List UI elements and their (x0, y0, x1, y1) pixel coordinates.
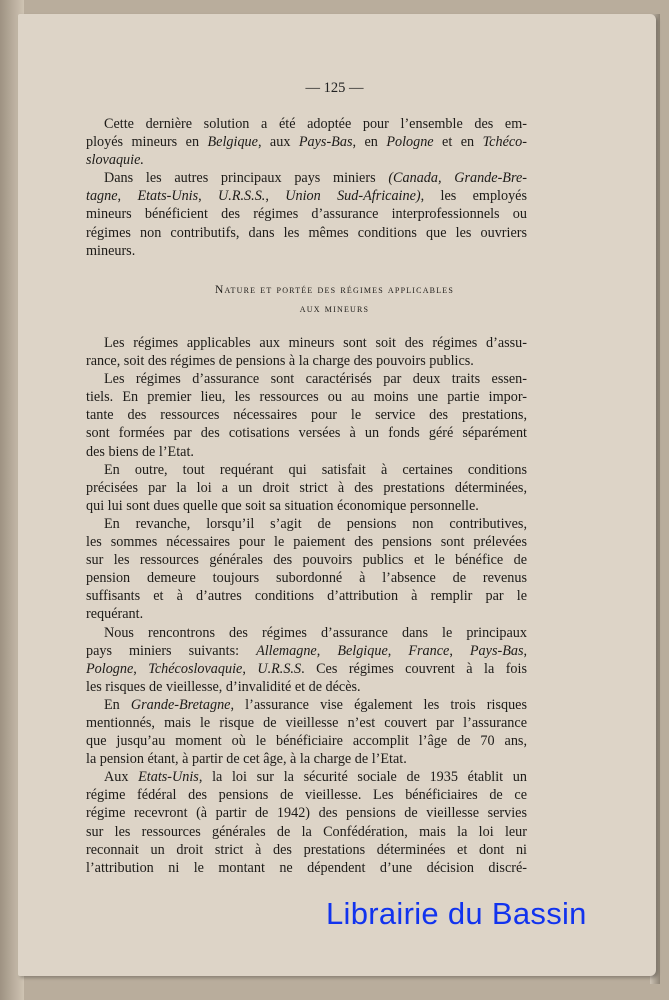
paragraph (86, 169, 527, 259)
text-line (86, 605, 527, 623)
text-run: que jusqu’au moment où le bénéficiaire accomplit l’âge de 70 ans, (86, 733, 527, 750)
text-run: reconnait un droit strict à des prestations déterminées et dont ni (86, 841, 527, 858)
text-run: En outre, tout requérant qui satisfait à certaines conditions (104, 461, 527, 478)
italic-text: Pays-Bas (298, 134, 353, 151)
italic-text: Union Sud-Africaine) (285, 188, 421, 205)
text-run: , les employés (420, 188, 527, 205)
text-line (86, 714, 527, 732)
section-heading-line: aux mineurs (299, 303, 370, 315)
text-run: ployés mineurs en (86, 134, 208, 151)
text-run: mineurs. (86, 242, 136, 259)
text-line (86, 569, 527, 587)
section-heading-line: Nature et portée des régimes applicables (214, 284, 455, 296)
text-run: , aux (257, 134, 299, 151)
text-run: , (242, 660, 258, 677)
paragraph (86, 768, 527, 877)
text-line (86, 224, 527, 242)
paragraph (86, 696, 527, 768)
text-line (86, 624, 527, 642)
text-run: En (104, 696, 131, 713)
text-line (86, 660, 527, 678)
text-line (86, 479, 527, 497)
paragraph (86, 515, 527, 624)
text-run: Les régimes applicables aux mineurs sont soit des régimes d’assu- (104, 335, 527, 351)
text-line (86, 187, 527, 205)
text-line (86, 859, 527, 877)
text-line (86, 786, 527, 804)
text-run: qui lui sont dues quelle que soit sa situation économique personnelle. (86, 497, 479, 514)
text-run: tiels. En premier lieu, les ressources ou au moins une partie impor- (86, 389, 527, 406)
text-line (86, 370, 527, 388)
text-line (86, 515, 527, 533)
text-run: , (133, 660, 149, 677)
text-run: précisées par la loi a un droit strict à des prestations déterminées, (86, 479, 527, 496)
text-run: régimes non contributifs, dans les mêmes conditions que les ouvriers (86, 224, 527, 241)
text-line (86, 732, 527, 750)
text-run: suffisants et à d’autres conditions d’attribution à remplir par le (86, 588, 527, 605)
watermark: Librairie du Bassin (326, 896, 587, 931)
italic-text: Belgique (207, 134, 258, 151)
text-line (86, 678, 527, 696)
text-block-intro (86, 115, 527, 260)
paragraph (86, 370, 527, 460)
text-block-body (86, 334, 527, 877)
italic-text: Tchécoslovaquie (148, 660, 243, 677)
text-run: Aux (104, 769, 139, 786)
text-line (86, 205, 527, 223)
paragraph (86, 334, 527, 370)
text-run: les risques de vieillesse, d’invalidité et de décès. (86, 678, 361, 695)
text-line (86, 533, 527, 551)
text-run: régime fédéral des pensions de vieillesse. Les bénéficiaires de ce (86, 787, 527, 804)
text-run: l’attribution ni le montant ne dépendent d’une décision discré- (86, 859, 527, 876)
text-run: pays miniers suivants: (86, 642, 257, 659)
text-line (86, 551, 527, 569)
text-run: , (117, 188, 138, 205)
italic-text: (Canada, Grande-Bre- (388, 170, 527, 187)
text-run: Cette dernière solution a été adoptée pour l’ensemble des em- (104, 116, 527, 132)
text-line (86, 696, 527, 714)
text-run: tante des ressources nécessaires pour le service des prestations, (86, 407, 527, 424)
italic-text: Grande-Bretagne (130, 696, 231, 713)
text-run: , l’assurance vise également les trois risques (230, 696, 527, 713)
text-run: des biens de l’Etat. (86, 443, 194, 460)
text-run: Nous rencontrons des régimes d’assurance dans le principaux (104, 624, 527, 641)
text-line (86, 133, 527, 151)
text-line (86, 424, 527, 442)
italic-text: Allemagne (256, 642, 317, 659)
italic-text: slovaquie. (86, 152, 144, 169)
text-line (86, 750, 527, 768)
paragraph (86, 461, 527, 515)
text-run: et en (433, 134, 483, 151)
text-run: , (523, 642, 527, 659)
text-run: sur les ressources générales des pouvoirs publics et le bénéfice de (86, 552, 527, 569)
section-heading (0, 284, 669, 322)
text-line (86, 497, 527, 515)
text-run: Dans les autres principaux pays miniers (104, 170, 389, 187)
text-line (86, 388, 527, 406)
text-run: , (449, 642, 470, 659)
italic-text: U.R.S.S (257, 660, 302, 677)
italic-text: Belgique (337, 642, 388, 659)
text-line (86, 768, 527, 786)
text-line (86, 443, 527, 461)
italic-text: Tchéco- (482, 134, 527, 151)
text-run: , la loi sur la sécurité sociale de 1935 établit un (198, 769, 527, 786)
text-line (86, 461, 527, 479)
italic-text: Pays-Bas (469, 642, 524, 659)
text-run: Les régimes d’assurance sont caractérisés par deux traits essen- (104, 371, 527, 388)
text-run: , en (352, 134, 387, 151)
text-line (86, 587, 527, 605)
page-number: — 125 — (305, 80, 364, 96)
text-run: sur les ressources générales de la Confédération, mais la loi leur (86, 823, 527, 840)
text-line (86, 169, 527, 187)
text-run: mineurs bénéficient des régimes d’assurance interprofessionnels ou (86, 206, 527, 223)
text-line (86, 242, 527, 260)
text-line (86, 642, 527, 660)
text-run: mentionnés, mais le risque de vieillesse n’est couvert par l’assurance (86, 714, 527, 731)
text-run: , (198, 188, 219, 205)
text-line (86, 406, 527, 424)
text-line (86, 804, 527, 822)
italic-text: Pologne (86, 660, 134, 677)
text-run: régime recevront (à partir de 1942) des pensions de vieillesse servies (86, 805, 527, 822)
text-run: En revanche, lorsqu’il s’agit de pensions non contributives, (104, 515, 527, 532)
paragraph (86, 115, 527, 169)
text-run: sont formées par des cotisations versées à un fonds géré séparément (86, 425, 527, 442)
text-run: , (316, 642, 338, 659)
text-line (86, 823, 527, 841)
italic-text: Pologne (386, 134, 434, 151)
italic-text: Etats-Unis (138, 769, 199, 786)
text-line (86, 151, 527, 169)
text-run: rance, soit des régimes de pensions à la charge des pouvoirs publics. (86, 353, 474, 370)
italic-text: tagne (86, 188, 118, 205)
paragraph (86, 624, 527, 696)
text-run: pension demeure toujours subordonné à l’absence de revenus (86, 570, 527, 587)
text-run: les sommes nécessaires pour le paiement des pensions sont prélevées (86, 534, 527, 551)
italic-text: Etats-Unis (137, 188, 199, 205)
text-line (86, 115, 527, 133)
text-run: requérant. (86, 606, 144, 623)
text-line (86, 334, 527, 352)
text-run: . Ces régimes couvrent à la fois (301, 660, 527, 677)
italic-text: U.R.S.S. (218, 188, 266, 205)
text-run: , (387, 642, 409, 659)
text-run: , (265, 188, 286, 205)
text-line (86, 352, 527, 370)
text-run: la pension étant, à partir de cet âge, à la charge de l’Etat. (86, 751, 407, 768)
italic-text: France (408, 642, 450, 659)
text-line (86, 841, 527, 859)
